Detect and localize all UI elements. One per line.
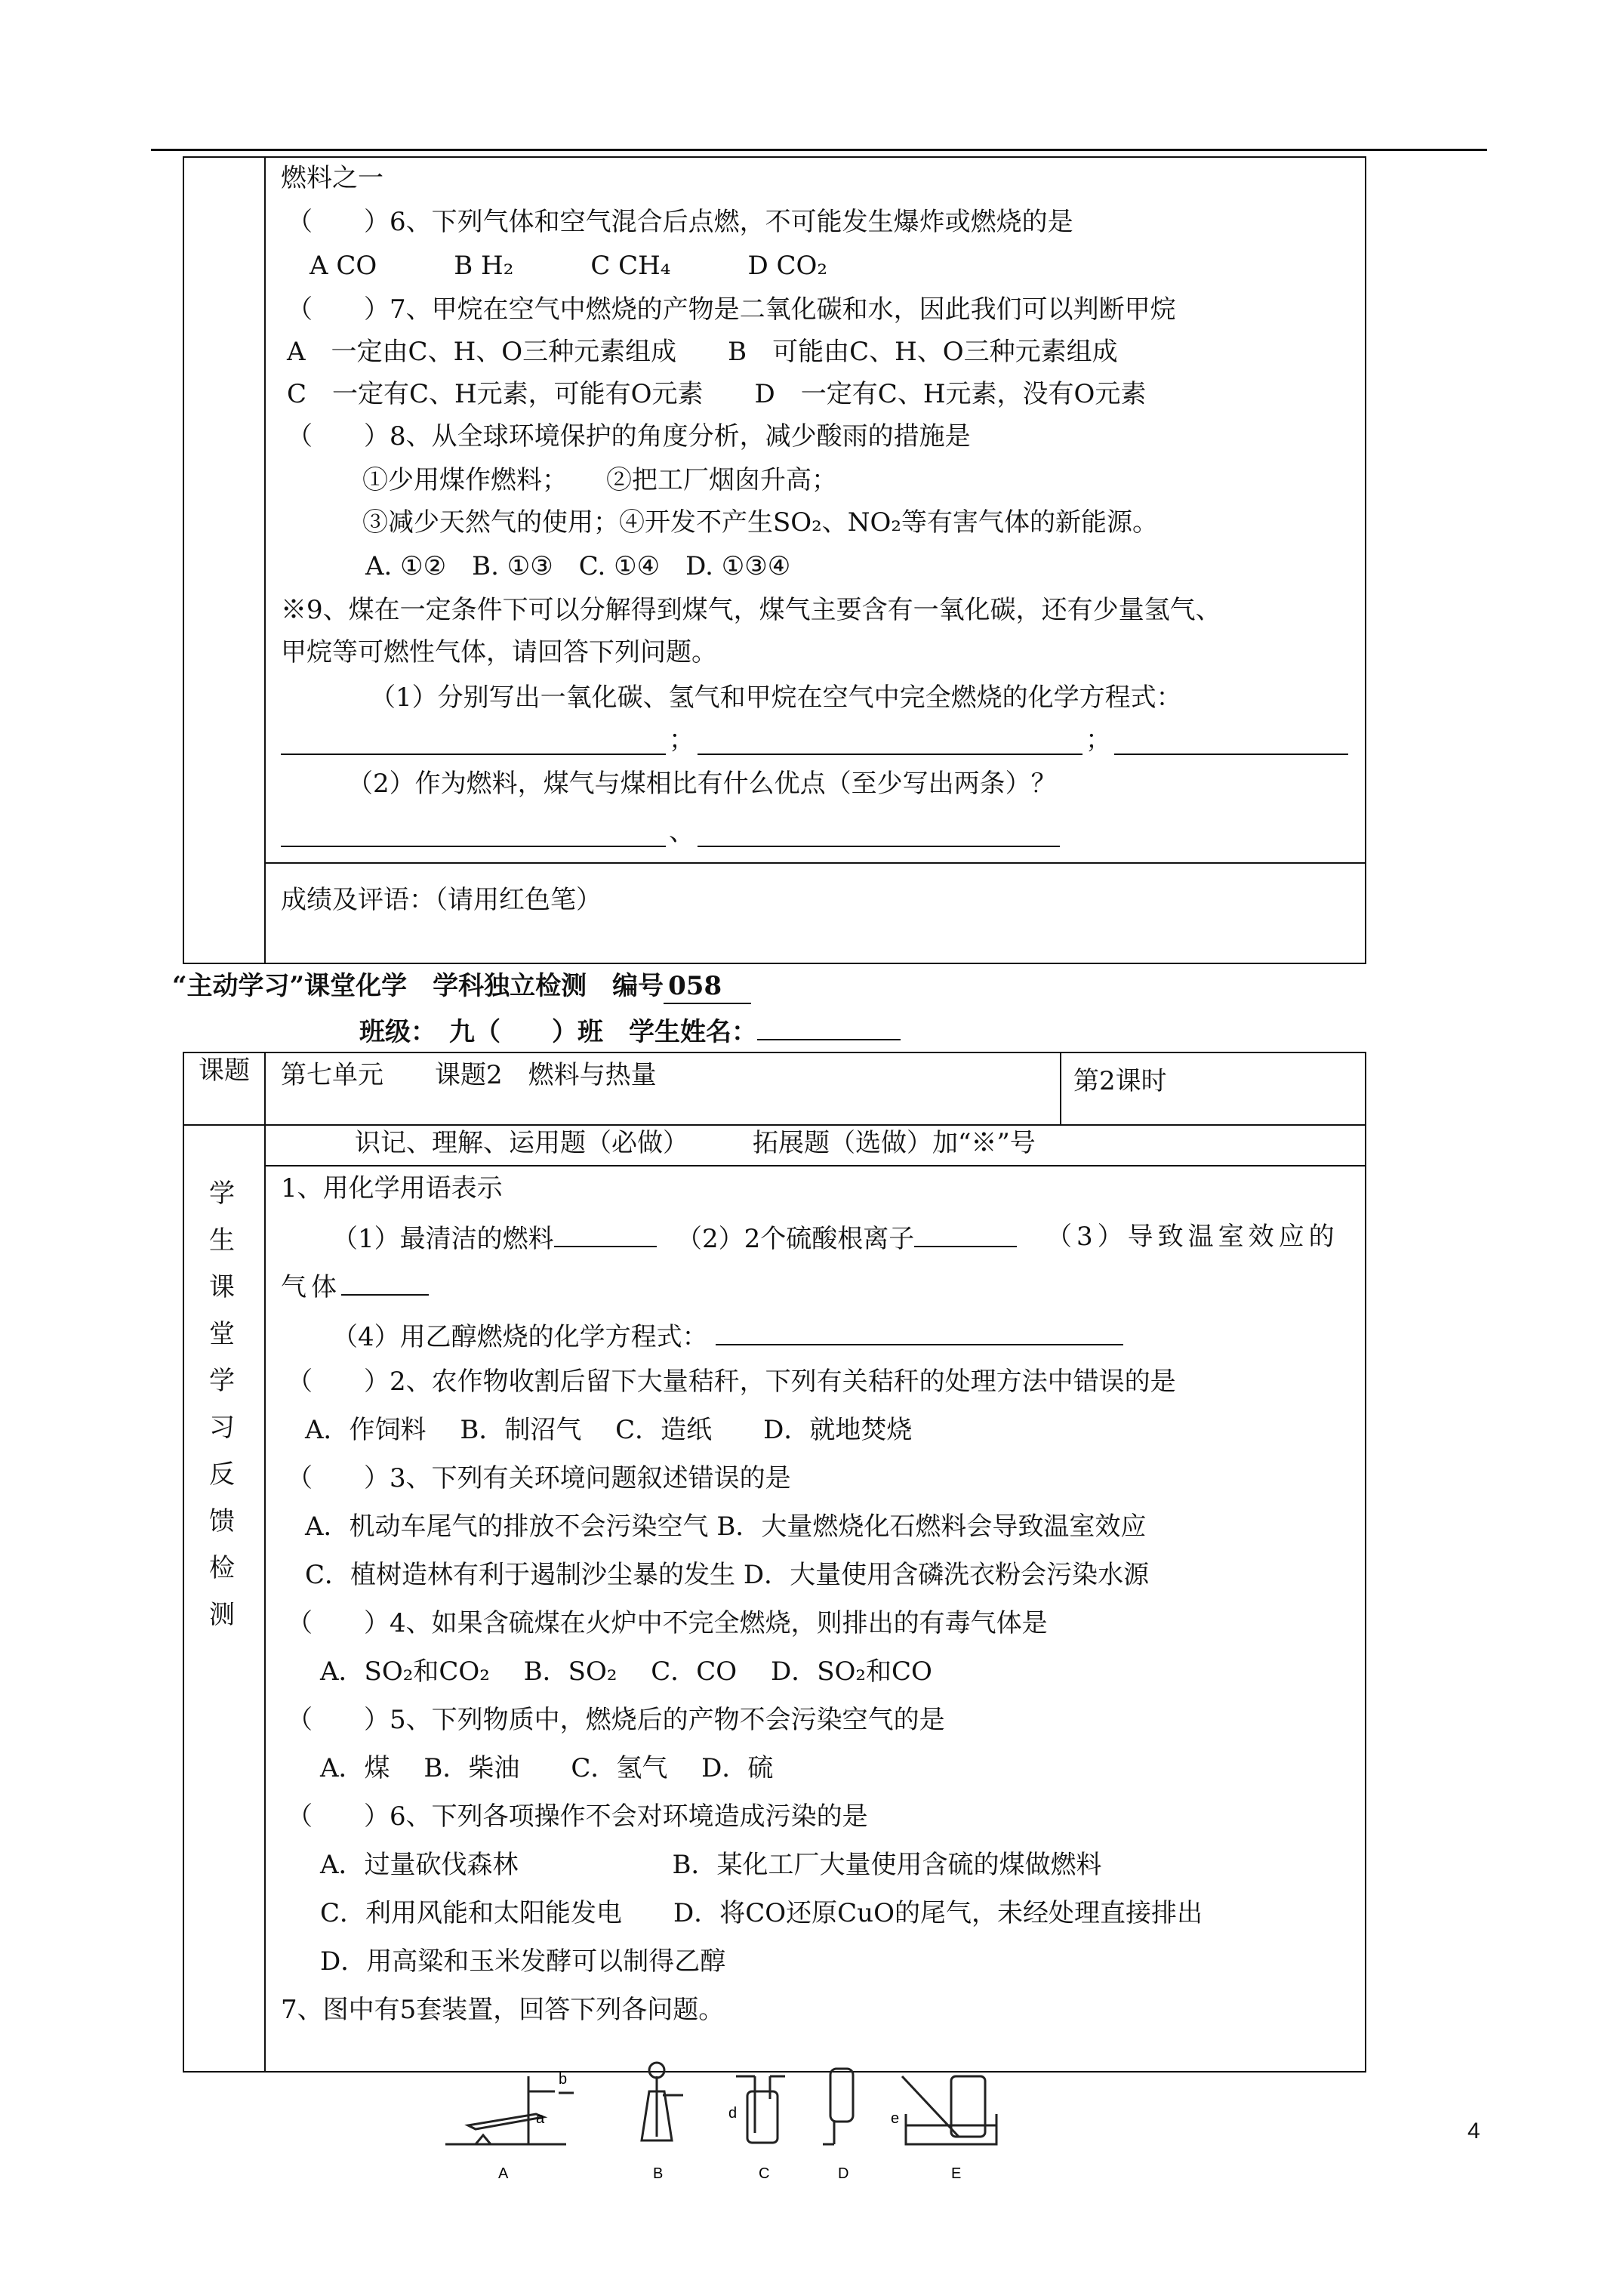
q4-options: A．SO₂和CO₂ B．SO₂ C．CO D．SO₂和CO bbox=[320, 1657, 932, 1687]
q5-options: A．煤 B．柴油 C．氢气 D．硫 bbox=[320, 1753, 774, 1783]
side-char: 生 bbox=[209, 1225, 235, 1256]
side-char: 测 bbox=[209, 1600, 235, 1630]
header-rule bbox=[151, 149, 1487, 151]
side-char: 检 bbox=[209, 1553, 235, 1583]
q3-stem: （ ）3、下列有关环境问题叙述错误的是 bbox=[287, 1463, 791, 1493]
q9-part2: （2）作为燃料，煤气与煤相比有什么优点（至少写出两条）？ bbox=[347, 769, 1057, 799]
figure-label-e-small: e bbox=[891, 2110, 900, 2127]
q9-stem-cont: 甲烷等可燃性气体，请回答下列问题。 bbox=[281, 637, 717, 667]
worksheet-title-text: “主动学习”课堂化学 学科独立检测 编号 bbox=[172, 971, 664, 1001]
q1-part2 bbox=[676, 1220, 1017, 1256]
lesson-period: 第2课时 bbox=[1073, 1066, 1167, 1096]
side-char: 堂 bbox=[209, 1319, 235, 1349]
q1-part3-cont-text: 气体 bbox=[281, 1272, 341, 1302]
q6-options: A CO B H₂ C CH₄ D CO₂ bbox=[310, 251, 828, 281]
worksheet-number: 058 bbox=[664, 969, 751, 1004]
answer-blank-sulfate[interactable] bbox=[914, 1220, 1017, 1247]
figure-label-d: D bbox=[838, 2165, 849, 2182]
q7-apparatus-stem: 7、图中有5套装置，回答下列各问题。 bbox=[281, 1995, 725, 2025]
q1-part2-text: （2）2个硫酸根离子 bbox=[676, 1224, 915, 1254]
figure-label-a: A bbox=[498, 2165, 509, 2182]
side-char: 学 bbox=[209, 1366, 235, 1396]
answer-blank-h2[interactable] bbox=[698, 754, 1083, 755]
answer-blank-ch4[interactable] bbox=[1114, 754, 1348, 755]
side-char: 反 bbox=[209, 1459, 235, 1490]
q5-tail: 燃料之一 bbox=[281, 163, 383, 193]
class-name-line bbox=[359, 1013, 901, 1049]
side-char: 学 bbox=[209, 1179, 235, 1209]
q8-options: A. ①② B. ①③ C. ①④ D. ①③④ bbox=[365, 551, 791, 581]
class-label: 班级： 九（ ）班 学生姓名： bbox=[359, 1017, 757, 1047]
q6b-option-d2: D．用高粱和玉米发酵可以制得乙醇 bbox=[320, 1946, 726, 1977]
q1-part3-cont bbox=[281, 1268, 429, 1304]
topic-label: 课题 bbox=[199, 1056, 250, 1086]
side-char: 习 bbox=[209, 1413, 235, 1443]
figure-label-d-small: d bbox=[728, 2105, 738, 2122]
apparatus-figure bbox=[423, 2054, 1344, 2190]
figure-label-a-small: a bbox=[536, 2110, 545, 2127]
row-divider bbox=[183, 1124, 1366, 1126]
q7-options-ab: A 一定由C、H、O三种元素组成 B 可能由C、H、O三种元素组成 bbox=[287, 337, 1118, 367]
q3-options-ab: A．机动车尾气的排放不会污染空气 B．大量燃烧化石燃料会导致温室效应 bbox=[305, 1512, 1147, 1542]
answer-blank-advantage-2[interactable] bbox=[698, 846, 1060, 847]
worksheet-title bbox=[172, 969, 751, 1004]
topic-title: 第七单元 课题2 燃料与热量 bbox=[281, 1060, 657, 1090]
q6b-options-cd: C．利用风能和太阳能发电 D．将CO还原CuO的尾气，未经处理直接排出 bbox=[320, 1898, 1203, 1928]
q1-part1-text: （1）最清洁的燃料 bbox=[332, 1224, 554, 1254]
student-name-blank[interactable] bbox=[757, 1013, 901, 1040]
q7-options-cd: C 一定有C、H元素，可能有O元素 D 一定有C、H元素，没有O元素 bbox=[287, 379, 1147, 409]
blank-sep: ； bbox=[1086, 725, 1111, 755]
blank-sep: 、 bbox=[669, 817, 694, 847]
answer-blank-advantage-1[interactable] bbox=[281, 846, 666, 847]
side-char: 馈 bbox=[209, 1506, 235, 1536]
table-divider bbox=[264, 156, 266, 964]
figure-label-c: C bbox=[759, 2165, 770, 2182]
side-char: 课 bbox=[209, 1272, 235, 1302]
period-divider bbox=[1060, 1052, 1061, 1126]
figure-label-b-small: b bbox=[559, 2071, 568, 2088]
q2-stem: （ ）2、农作物收割后留下大量秸秆，下列有关秸秆的处理方法中错误的是 bbox=[287, 1367, 1176, 1397]
q1-part3: （3）导致温室效应的 bbox=[1046, 1222, 1339, 1252]
q8-item-1-2: ①少用煤作燃料； ②把工厂烟囱升高； bbox=[362, 465, 837, 495]
q9-part1: （1）分别写出一氧化碳、氢气和甲烷在空气中完全燃烧的化学方程式： bbox=[370, 683, 1182, 713]
q1-stem: 1、用化学用语表示 bbox=[281, 1173, 503, 1203]
answer-blank-co[interactable] bbox=[281, 754, 666, 755]
q5-stem: （ ）5、下列物质中，燃烧后的产物不会污染空气的是 bbox=[287, 1705, 945, 1735]
answer-blank-ethanol[interactable] bbox=[716, 1318, 1123, 1345]
grade-row-divider bbox=[264, 862, 1366, 864]
q1-part1 bbox=[332, 1220, 657, 1256]
answer-blank-fuel[interactable] bbox=[554, 1220, 657, 1247]
answer-blank-gas[interactable] bbox=[341, 1268, 429, 1296]
figure-label-e: E bbox=[951, 2165, 962, 2182]
q1-part4-text: （4）用乙醇燃烧的化学方程式： bbox=[332, 1322, 708, 1352]
q4-stem: （ ）4、如果含硫煤在火炉中不完全燃烧，则排出的有毒气体是 bbox=[287, 1608, 1048, 1638]
page-number: 4 bbox=[1467, 2119, 1480, 2143]
q8-item-3-4: ③减少天然气的使用；④开发不产生SO₂、NO₂等有害气体的新能源。 bbox=[362, 507, 1159, 538]
q7-stem: （ ）7、甲烷在空气中燃烧的产物是二氧化碳和水，因此我们可以判断甲烷 bbox=[287, 294, 1176, 325]
q1-part4 bbox=[332, 1318, 1123, 1354]
table-divider bbox=[264, 1052, 266, 2073]
q9-stem: ※9、煤在一定条件下可以分解得到煤气，煤气主要含有一氧化碳，还有少量氢气、 bbox=[281, 595, 1221, 625]
category-row: 识记、理解、运用题（必做） 拓展题（选做）加“※”号 bbox=[355, 1128, 1036, 1158]
q8-stem: （ ）8、从全球环境保护的角度分析，减少酸雨的措施是 bbox=[287, 421, 971, 451]
side-label bbox=[184, 1170, 260, 1638]
blank-sep: ； bbox=[669, 725, 694, 755]
grade-comment-label: 成绩及评语：（请用红色笔） bbox=[281, 885, 602, 915]
row-divider bbox=[264, 1165, 1366, 1166]
q2-options: A．作饲料 B．制沼气 C．造纸 D．就地焚烧 bbox=[305, 1415, 913, 1445]
q3-options-cd: C．植树造林有利于遏制沙尘暴的发生 D．大量使用含磷洗衣粉会污染水源 bbox=[305, 1560, 1150, 1590]
q6b-stem: （ ）6、下列各项操作不会对环境造成污染的是 bbox=[287, 1801, 868, 1832]
figure-label-b: B bbox=[653, 2165, 664, 2182]
q6b-options-ab: A．过量砍伐森林 B．某化工厂大量使用含硫的煤做燃料 bbox=[320, 1850, 1102, 1880]
q6-stem: （ ）6、下列气体和空气混合后点燃，不可能发生爆炸或燃烧的是 bbox=[287, 207, 1073, 237]
